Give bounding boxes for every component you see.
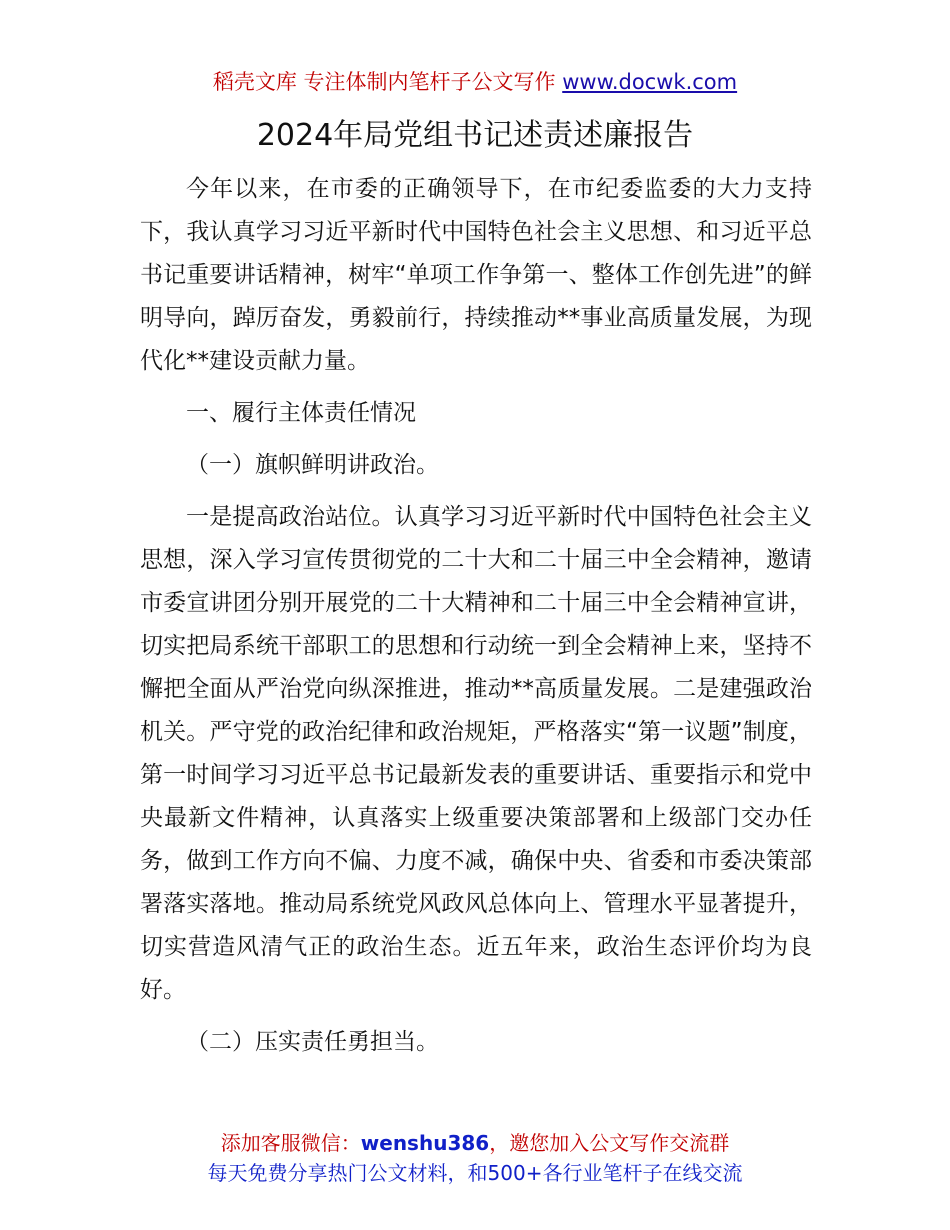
subsection-heading: （一）旗帜鲜明讲政治。 (186, 452, 439, 478)
site-link[interactable]: www.docwk.com (562, 70, 738, 94)
footer-wechat-id: wenshu386 (360, 1131, 490, 1155)
section-heading: 一、履行主体责任情况 (186, 400, 416, 426)
footer-line-2: 每天免费分享热门公文材料，和500+各行业笔杆子在线交流 (207, 1161, 743, 1185)
site-tagline: 稻壳文库 专注体制内笔杆子公文写作 (212, 70, 563, 94)
intro-paragraph: 今年以来，在市委的正确领导下，在市纪委监委的大力支持下，我认真学习习近平新时代中国特色社会主义思想、和习近平总书记重要讲话精神，树牢“单项工作争第一、整体工作创先进”的鲜明导向，踔厉奋发，勇毅前行，持续推动**事业高质量发展，为现代化**建设贡献力量。 (140, 176, 812, 374)
promo-footer (0, 1128, 950, 1188)
footer-wechat-prefix: 添加客服微信： (220, 1131, 361, 1155)
site-header (0, 66, 950, 98)
body-paragraph: 一是提高政治站位。认真学习习近平新时代中国特色社会主义思想，深入学习宣传贯彻党的二十大和二十届三中全会精神，邀请市委宣讲团分别开展党的二十大精神和二十届三中全会精神宣讲，切实把局系统干部职工的思想和行动统一到全会精神上来，坚持不懈把全面从严治党向纵深推进，推动**高质量发展。二是建强政治机关。严守党的政治纪律和政治规矩，严格落实“第一议题”制度，第一时间学习习近平总书记最新发表的重要讲话、重要指示和党中央最新文件精神，认真落实上级重要决策部署和上级部门交办任务，做到工作方向不偏、力度不减，确保中央、省委和市委决策部署落实落地。推动局系统党风政风总体向上、管理水平显著提升，切实营造风清气正的政治生态。近五年来，政治生态评价均为良好。 (140, 504, 812, 1003)
document-title: 2024年局党组书记述责述廉报告 (256, 118, 694, 153)
document-body (140, 168, 812, 1064)
footer-wechat-suffix: ，邀您加入公文写作交流群 (489, 1131, 730, 1155)
footer-line-1 (0, 1128, 950, 1158)
subsection-heading: （二）压实责任勇担当。 (186, 1029, 439, 1055)
